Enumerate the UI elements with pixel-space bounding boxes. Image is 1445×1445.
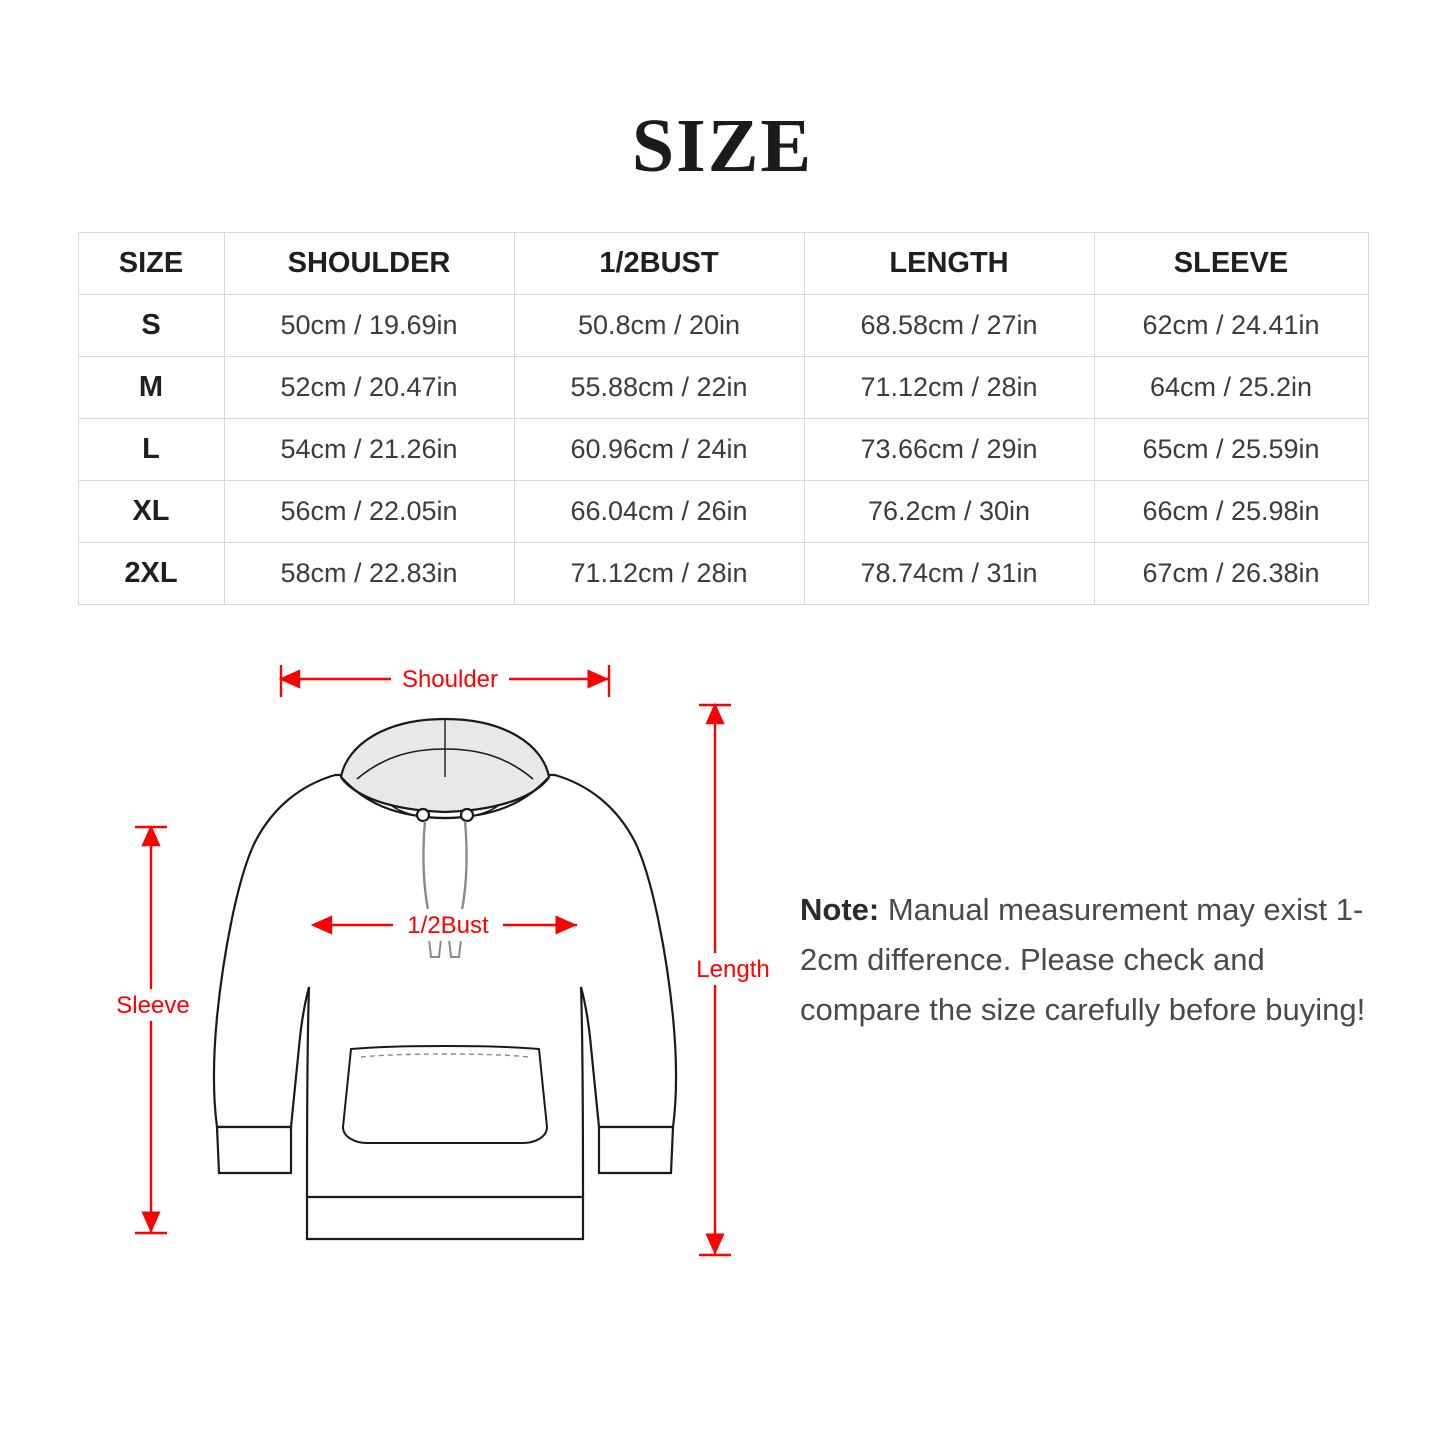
column-header-shoulder: SHOULDER: [224, 233, 514, 295]
cell-sleeve: 64cm / 25.2in: [1094, 357, 1368, 419]
sleeve-label: Sleeve: [116, 992, 190, 1019]
cell-size: XL: [78, 481, 224, 543]
hoodie-illustration: [214, 719, 676, 1239]
column-header-bust: 1/2BUST: [514, 233, 804, 295]
cell-size: S: [78, 295, 224, 357]
size-table: [78, 232, 1369, 605]
cell-bust: 66.04cm / 26in: [514, 481, 804, 543]
cell-shoulder: 56cm / 22.05in: [224, 481, 514, 543]
cell-shoulder: 50cm / 19.69in: [224, 295, 514, 357]
cell-bust: 71.12cm / 28in: [514, 543, 804, 605]
length-label: Length: [696, 956, 770, 983]
note-prefix: Note:: [800, 892, 880, 927]
cell-shoulder: 58cm / 22.83in: [224, 543, 514, 605]
cell-sleeve: 62cm / 24.41in: [1094, 295, 1368, 357]
hoodie-measurement-diagram: [95, 657, 795, 1317]
table-row: [78, 295, 1368, 357]
table-row: [78, 481, 1368, 543]
cell-bust: 60.96cm / 24in: [514, 419, 804, 481]
cell-sleeve: 65cm / 25.59in: [1094, 419, 1368, 481]
table-row: [78, 543, 1368, 605]
cell-size: 2XL: [78, 543, 224, 605]
cell-sleeve: 67cm / 26.38in: [1094, 543, 1368, 605]
column-header-sleeve: SLEEVE: [1094, 233, 1368, 295]
column-header-size: SIZE: [78, 233, 224, 295]
sleeve-dimension: [105, 827, 201, 1233]
cell-shoulder: 52cm / 20.47in: [224, 357, 514, 419]
cell-size: M: [78, 357, 224, 419]
shoulder-label: Shoulder: [401, 666, 499, 693]
size-table-container: [78, 232, 1368, 605]
cell-length: 76.2cm / 30in: [804, 481, 1094, 543]
cell-length: 71.12cm / 28in: [804, 357, 1094, 419]
table-row: [78, 357, 1368, 419]
cell-bust: 55.88cm / 22in: [514, 357, 804, 419]
note-text: [800, 885, 1380, 1036]
cell-length: 73.66cm / 29in: [804, 419, 1094, 481]
cell-bust: 50.8cm / 20in: [514, 295, 804, 357]
bust-label: 1/2Bust: [407, 912, 489, 939]
measurement-section: [0, 657, 1445, 1337]
length-dimension: [681, 705, 785, 1255]
table-header-row: [78, 233, 1368, 295]
cell-length: 68.58cm / 27in: [804, 295, 1094, 357]
column-header-length: LENGTH: [804, 233, 1094, 295]
cell-size: L: [78, 419, 224, 481]
table-row: [78, 419, 1368, 481]
shoulder-dimension: [281, 663, 609, 697]
cell-sleeve: 66cm / 25.98in: [1094, 481, 1368, 543]
note-body: Manual measurement may exist 1-2cm difference. Please check and compare the size carefully before buying!: [800, 892, 1366, 1028]
cell-length: 78.74cm / 31in: [804, 543, 1094, 605]
page-title: SIZE: [631, 104, 814, 188]
cell-shoulder: 54cm / 21.26in: [224, 419, 514, 481]
